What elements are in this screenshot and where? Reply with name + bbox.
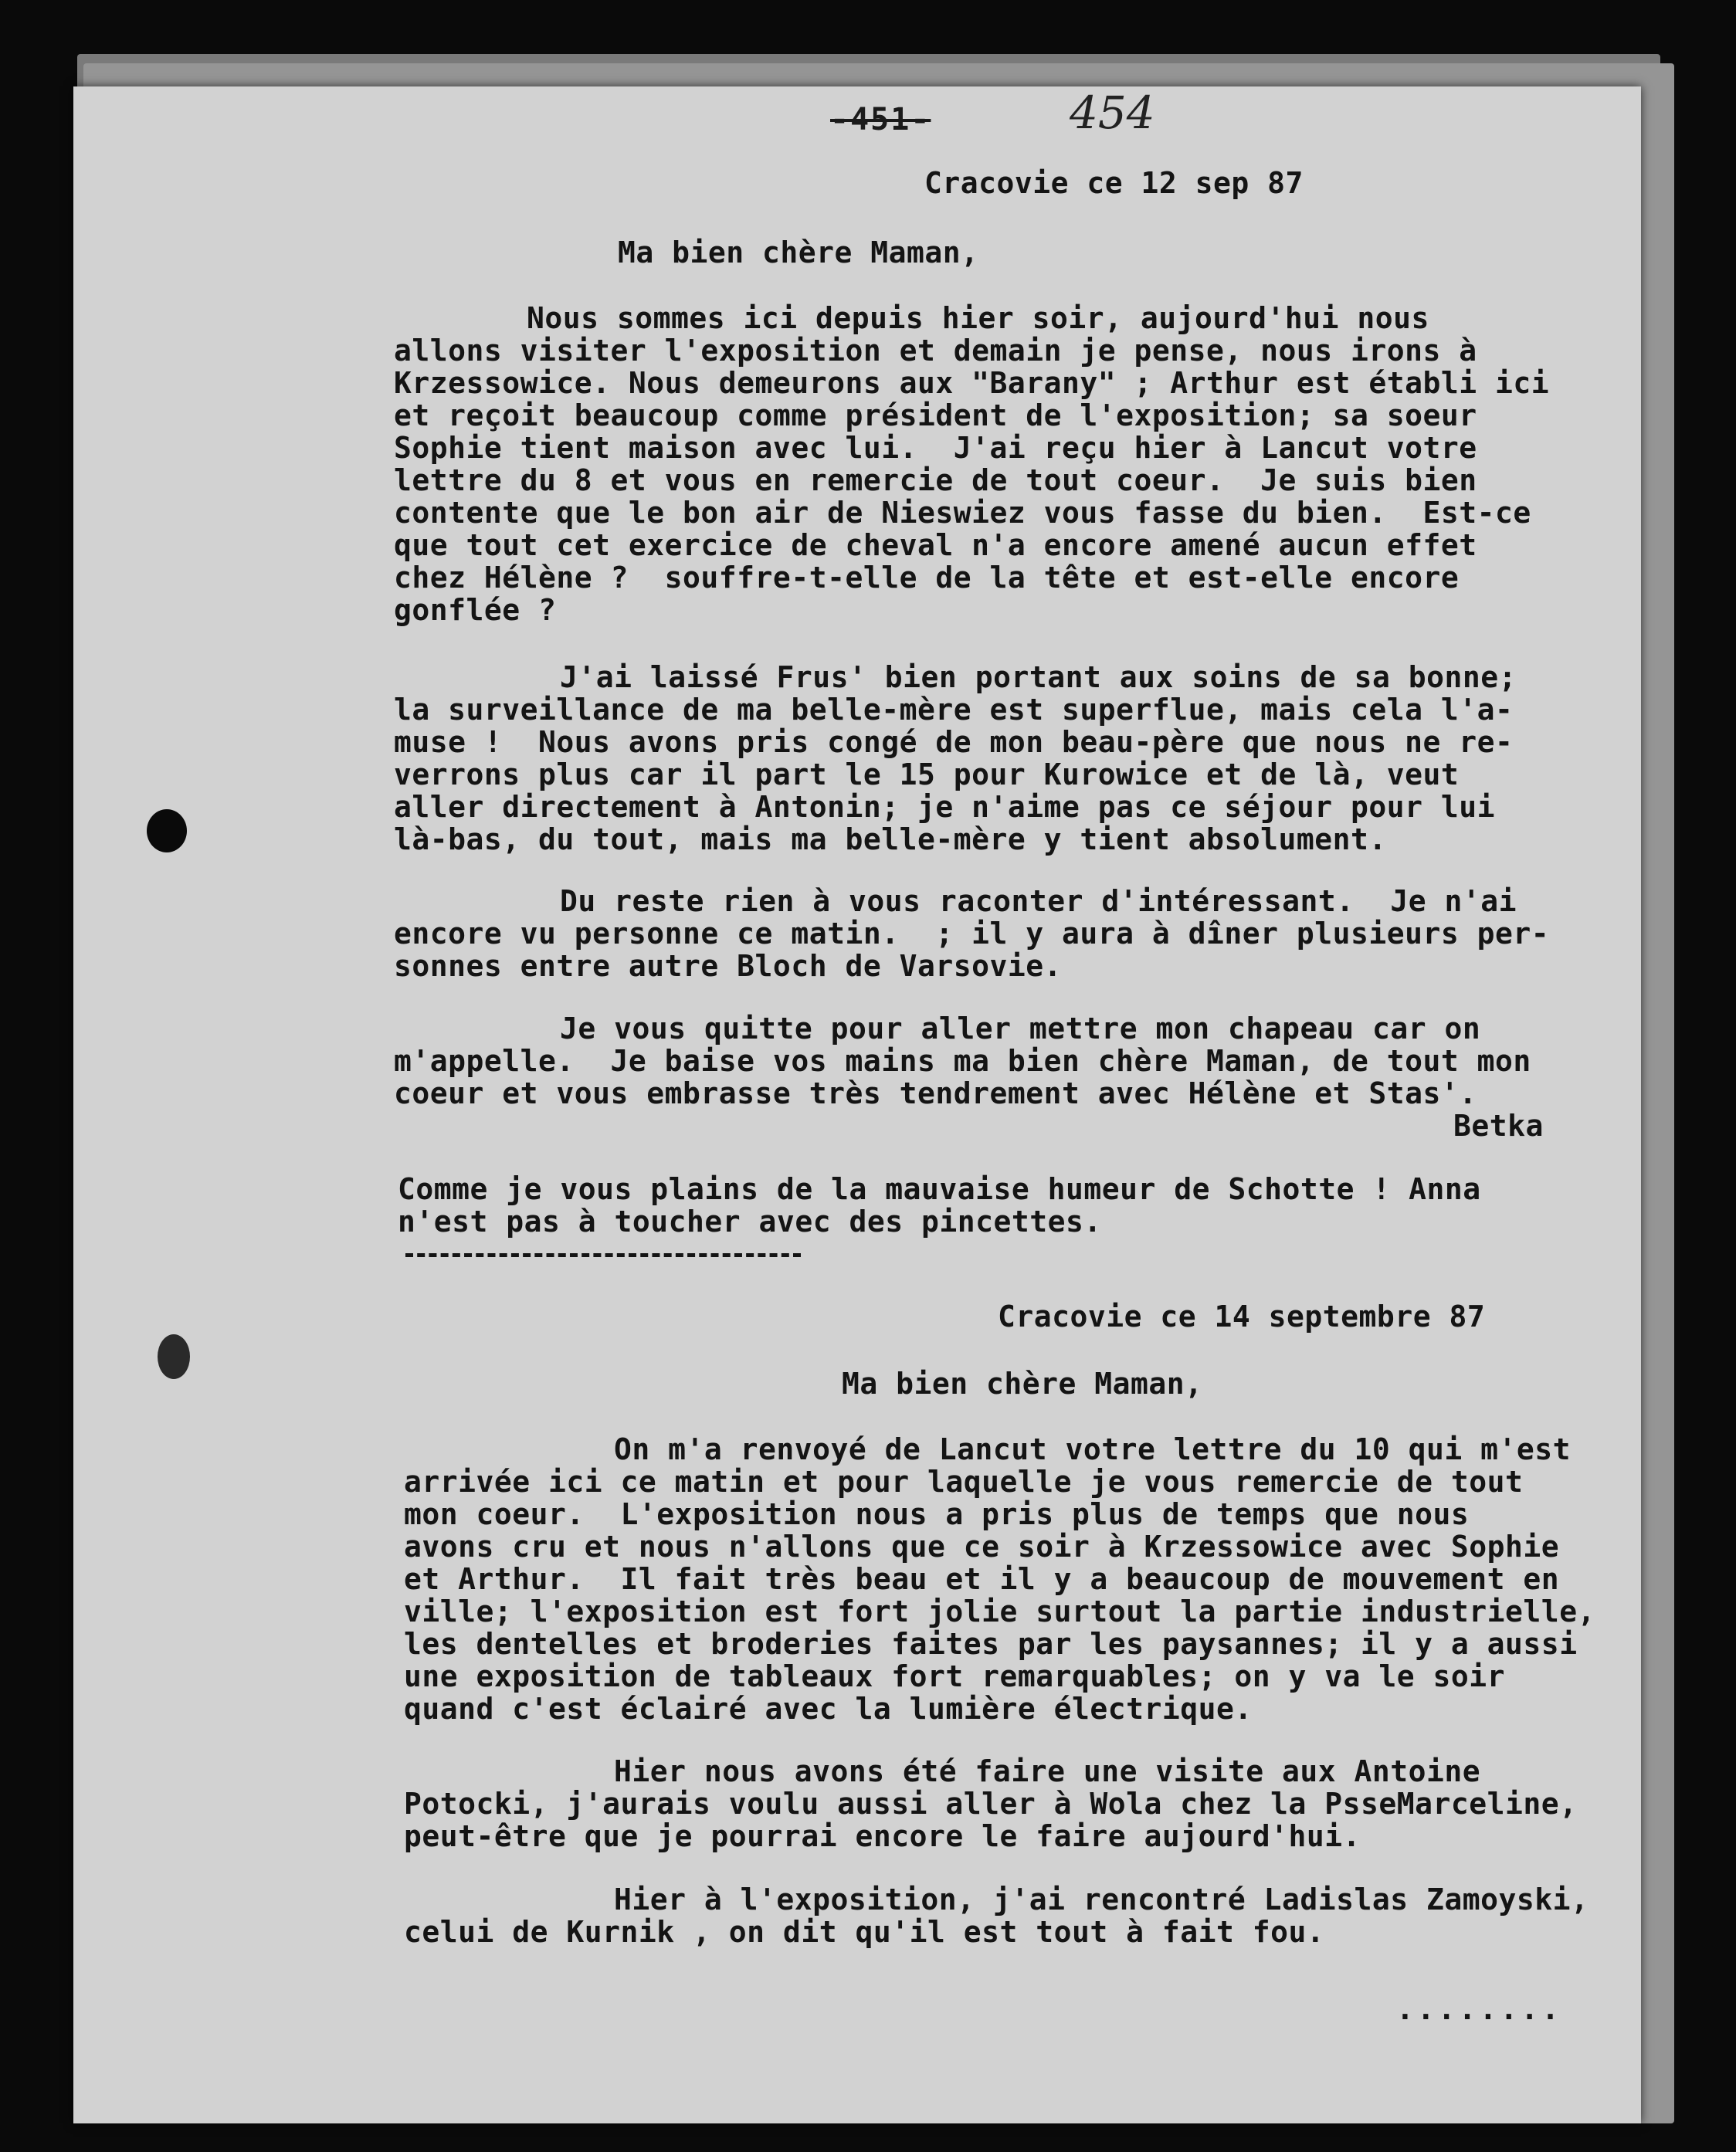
letter1-line: sonnes entre autre Bloch de Varsovie.	[394, 949, 1062, 983]
letter2-line: celui de Kurnik , on dit qu'il est tout à fait fou.	[404, 1915, 1325, 1949]
letter2-line: peut-être que je pourrai encore le faire aujourd'hui.	[404, 1819, 1361, 1853]
letter1-line: coeur et vous embrasse très tendrement avec Hélène et Stas'.	[394, 1076, 1477, 1110]
letter2-line: avons cru et nous n'allons que ce soir à Krzessowice avec Sophie	[404, 1530, 1560, 1564]
typed-page-number: -451-	[830, 102, 931, 137]
letter2-line: mon coeur. L'exposition nous a pris plus de temps que nous	[404, 1497, 1470, 1531]
letter2-line: et Arthur. Il fait très beau et il y a beaucoup de mouvement en	[404, 1562, 1560, 1596]
letter2-line: Hier nous avons été faire une visite aux Antoine	[614, 1754, 1481, 1788]
letter1-line: et reçoit beaucoup comme président de l'exposition; sa soeur	[394, 398, 1477, 432]
letter2-line: ville; l'exposition est fort jolie surtout la partie industrielle,	[404, 1595, 1595, 1628]
letter1-signature: Betka	[1453, 1109, 1544, 1143]
letter1-line: verrons plus car il part le 15 pour Kurowice et de là, veut	[394, 757, 1460, 791]
letter1-dateline: Cracovie ce 12 sep 87	[924, 166, 1304, 200]
letter1-line: m'appelle. Je baise vos mains ma bien chère Maman, de tout mon	[394, 1044, 1531, 1078]
letter1-line: Nous sommes ici depuis hier soir, aujourd'hui nous	[527, 301, 1429, 335]
letter1-postscript: Comme je vous plains de la mauvaise humeur de Schotte ! Anna	[398, 1172, 1481, 1206]
letter1-salutation: Ma bien chère Maman,	[618, 236, 979, 269]
letter-separator-rule	[405, 1253, 801, 1257]
letter1-line: chez Hélène ? souffre-t-elle de la tête et est-elle encore	[394, 561, 1460, 595]
punch-hole-bottom	[158, 1334, 190, 1379]
letter1-line: là-bas, du tout, mais ma belle-mère y tient absolument.	[394, 822, 1387, 856]
letter1-line: gonflée ?	[394, 593, 557, 627]
letter1-line: lettre du 8 et vous en remercie de tout coeur. Je suis bien	[394, 463, 1477, 497]
letter1-line: Krzessowice. Nous demeurons aux "Barany" ; Arthur est établi ici	[394, 366, 1550, 400]
letter1-postscript: n'est pas à toucher avec des pincettes.	[398, 1205, 1102, 1239]
letter2-line: arrivée ici ce matin et pour laquelle je vous remercie de tout	[404, 1465, 1524, 1499]
letter2-line: les dentelles et broderies faites par les paysannes; il y a aussi	[404, 1627, 1578, 1661]
letter2-line: On m'a renvoyé de Lancut votre lettre du 10 qui m'est	[614, 1432, 1572, 1466]
continuation-dots: ........	[1396, 1992, 1563, 2026]
letter2-dateline: Cracovie ce 14 septembre 87	[998, 1300, 1486, 1334]
letter1-line: que tout cet exercice de cheval n'a encore amené aucun effet	[394, 528, 1477, 562]
letter2-line: Hier à l'exposition, j'ai rencontré Ladislas Zamoyski,	[614, 1883, 1589, 1916]
letter2-line: quand c'est éclairé avec la lumière électrique.	[404, 1692, 1253, 1726]
letter1-line: Sophie tient maison avec lui. J'ai reçu hier à Lancut votre	[394, 431, 1477, 465]
letter1-line: la surveillance de ma belle-mère est superflue, mais cela l'a-	[394, 693, 1514, 727]
letter1-line: allons visiter l'exposition et demain je pense, nous irons à	[394, 334, 1477, 368]
punch-hole-top	[147, 809, 187, 852]
letter1-line: muse ! Nous avons pris congé de mon beau-père que nous ne re-	[394, 725, 1514, 759]
letter1-line: Du reste rien à vous raconter d'intéressant. Je n'ai	[560, 884, 1517, 918]
letter2-salutation: Ma bien chère Maman,	[842, 1367, 1203, 1401]
letter1-line: contente que le bon air de Nieswiez vous fasse du bien. Est-ce	[394, 496, 1531, 530]
letter2-line: Potocki, j'aurais voulu aussi aller à Wola chez la PsseMarceline,	[404, 1787, 1578, 1821]
letter1-line: Je vous quitte pour aller mettre mon chapeau car on	[560, 1012, 1481, 1045]
letter1-line: aller directement à Antonin; je n'aime pas ce séjour pour lui	[394, 790, 1496, 824]
letter1-line: encore vu personne ce matin. ; il y aura à dîner plusieurs per-	[394, 917, 1550, 951]
letter1-line: J'ai laissé Frus' bien portant aux soins de sa bonne;	[560, 660, 1517, 694]
handwritten-page-number: 454	[1070, 86, 1155, 139]
letter2-line: une exposition de tableaux fort remarquables; on y va le soir	[404, 1659, 1506, 1693]
